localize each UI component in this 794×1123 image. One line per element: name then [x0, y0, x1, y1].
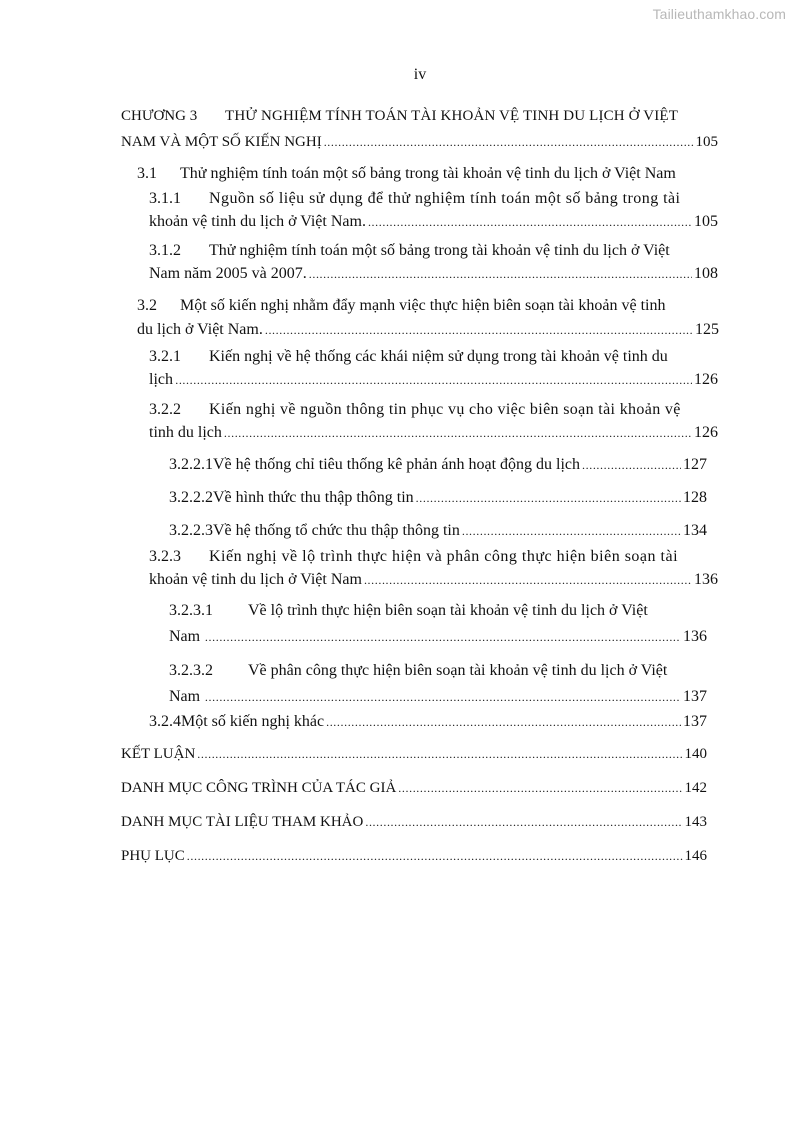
toc-entry-title: Thử nghiệm tính toán một số bảng trong tài khoản vệ tinh du lịch ở Việt	[209, 242, 670, 259]
toc-entry-page: 105	[695, 134, 718, 150]
toc-entry-title: Kiến nghị về lộ trình thực hiện và phân công thực hiện biên soạn tài	[209, 548, 679, 565]
toc-entry-title: DANH MỤC TÀI LIỆU THAM KHẢO	[121, 814, 364, 830]
toc-entry-page: 134	[683, 522, 707, 539]
toc-entry-title: Kiến nghị về hệ thống các khái niệm sử dụng trong tài khoản vệ tinh du	[209, 348, 668, 365]
toc-entry-number: 3.1.1	[149, 190, 181, 207]
toc-leader-dots	[398, 778, 682, 798]
toc-entry-3-1-2-line2	[149, 264, 718, 284]
toc-entry-title: PHỤ LỤC	[121, 848, 185, 864]
toc-leader-dots	[309, 264, 692, 284]
toc-entry-title: DANH MỤC CÔNG TRÌNH CỦA TÁC GIẢ	[121, 780, 397, 796]
toc-entry-3-2-3-2-line1	[169, 661, 707, 681]
toc-leader-dots	[462, 521, 681, 541]
toc-entry-title: THỬ NGHIỆM TÍNH TOÁN TÀI KHOẢN VỆ TINH DU LỊCH Ở VIỆT	[225, 108, 679, 124]
toc-entry-title: du lịch ở Việt Nam.	[137, 321, 263, 338]
toc-leader-dots	[416, 488, 681, 508]
toc-entry-tai-lieu	[121, 812, 707, 832]
toc-leader-dots	[265, 320, 693, 340]
toc-leader-dots	[224, 423, 692, 443]
toc-entry-title: Về lộ trình thực hiện biên soạn tài khoản vệ tinh du lịch ở Việt	[248, 602, 648, 619]
toc-entry-3-1-1-line1	[149, 189, 718, 209]
toc-entry-ket-luan	[121, 744, 707, 764]
toc-entry-phu-luc	[121, 846, 707, 866]
toc-entry-number: 3.2.3	[149, 548, 181, 565]
toc-entry-number: 3.2.4	[149, 713, 181, 730]
toc-leader-dots	[365, 812, 682, 832]
toc-entry-number: 3.2.3.1	[169, 602, 213, 619]
toc-entry-title: Nam năm 2005 và 2007.	[149, 265, 307, 282]
toc-entry-title: Thử nghiệm tính toán một số bảng trong tài khoản vệ tinh du lịch ở Việt Nam	[180, 165, 676, 182]
toc-entry-3-2-2-2	[169, 488, 707, 508]
toc-entry-number: CHƯƠNG 3	[121, 108, 198, 124]
toc-entry-page: 136	[683, 628, 707, 645]
toc-leader-dots	[324, 132, 694, 152]
toc-entry-title: Kiến nghị về nguồn thông tin phục vụ cho việc biên soạn tài khoản vệ	[209, 401, 681, 418]
toc-entry-3-2-3-1-line1	[169, 601, 707, 621]
toc-entry-3-2-3-2-line2	[169, 687, 707, 707]
toc-leader-dots	[368, 212, 692, 232]
toc-entry-title: Về hệ thống chỉ tiêu thống kê phản ánh hoạt động du lịch	[213, 456, 581, 473]
toc-entry-title: tinh du lịch	[149, 424, 222, 441]
toc-entry-title: Nam	[169, 688, 201, 705]
toc-entry-3-2-1-line2	[149, 370, 718, 390]
toc-entry-3-2-2-1	[169, 455, 707, 475]
toc-entry-3-2-2-line2	[149, 423, 718, 443]
toc-entry-page: 137	[683, 713, 707, 730]
toc-entry-page: 143	[684, 814, 707, 830]
toc-entry-page: 105	[694, 213, 718, 230]
toc-entry-3-2-4	[149, 712, 707, 732]
toc-entry-page: 142	[684, 780, 707, 796]
toc-entry-title: Một số kiến nghị khác	[181, 713, 325, 730]
toc-entry-3-2-3-line1	[149, 547, 718, 567]
toc-leader-dots	[175, 370, 692, 390]
toc-entry-title: khoản vệ tinh du lịch ở Việt Nam.	[149, 213, 366, 230]
toc-entry-page: 146	[684, 848, 707, 864]
toc-entry-3-2-1-line1	[149, 347, 718, 367]
toc-entry-title: lịch	[149, 371, 173, 388]
toc-entry-title: Nam	[169, 628, 201, 645]
toc-entry-title: khoản vệ tinh du lịch ở Việt Nam	[149, 571, 362, 588]
toc-entry-chapter-3-line1	[121, 106, 718, 126]
toc-entry-title: Về hình thức thu thập thông tin	[213, 489, 414, 506]
toc-entry-number: 3.2.2.1	[169, 456, 213, 473]
toc-leader-dots	[326, 712, 681, 732]
toc-entry-number: 3.2.3.2	[169, 662, 213, 679]
toc-leader-dots	[205, 687, 681, 707]
page-number: iv	[413, 66, 427, 83]
toc-entry-page: 126	[694, 371, 718, 388]
toc-entry-title: Một số kiến nghị nhằm đẩy mạnh việc thực hiện biên soạn tài khoản vệ tinh	[180, 297, 666, 314]
toc-leader-dots	[364, 570, 692, 590]
toc-entry-3-2-3-line2	[149, 570, 718, 590]
toc-entry-number: 3.2.2.2	[169, 489, 213, 506]
toc-entry-title: Nguồn số liệu sử dụng để thử nghiệm tính toán một số bảng trong tài	[209, 190, 681, 207]
toc-entry-chapter-3-line2	[121, 132, 718, 152]
toc-entry-number: 3.2.1	[149, 348, 181, 365]
toc-entry-3-1-2-line1	[149, 241, 718, 261]
toc-entry-3-2-2-3	[169, 521, 707, 541]
toc-entry-3-2-2-line1	[149, 400, 718, 420]
toc-leader-dots	[582, 455, 681, 475]
toc-entry-cong-trinh	[121, 778, 707, 798]
toc-entry-page: 140	[684, 746, 707, 762]
toc-entry-title: KẾT LUẬN	[121, 746, 196, 762]
toc-entry-title: Về hệ thống tổ chức thu thập thông tin	[213, 522, 460, 539]
toc-entry-page: 128	[683, 489, 707, 506]
toc-entry-page: 127	[683, 456, 707, 473]
toc-entry-page: 108	[694, 265, 718, 282]
toc-entry-number: 3.2	[137, 297, 157, 314]
toc-entry-3-2-line1	[137, 296, 719, 316]
toc-entry-3-2-line2	[137, 320, 719, 340]
toc-entry-3-1	[137, 164, 719, 184]
toc-entry-number: 3.1	[137, 165, 157, 182]
toc-leader-dots	[205, 627, 681, 647]
toc-entry-page: 125	[695, 321, 719, 338]
toc-entry-number: 3.2.2.3	[169, 522, 213, 539]
toc-entry-number: 3.1.2	[149, 242, 181, 259]
toc-entry-page: 136	[694, 571, 718, 588]
watermark-text: Tailieuthamkhao.com	[652, 6, 786, 22]
toc-entry-page: 126	[694, 424, 718, 441]
toc-entry-number: 3.2.2	[149, 401, 181, 418]
toc-entry-3-1-1-line2	[149, 212, 718, 232]
toc-leader-dots	[187, 846, 683, 866]
toc-entry-3-2-3-1-line2	[169, 627, 707, 647]
toc-leader-dots	[197, 744, 682, 764]
toc-entry-title: NAM VÀ MỘT SỐ KIẾN NGHỊ	[121, 134, 322, 150]
toc-entry-page: 137	[683, 688, 707, 705]
toc-entry-title: Về phân công thực hiện biên soạn tài khoản vệ tinh du lịch ở Việt	[248, 662, 668, 679]
